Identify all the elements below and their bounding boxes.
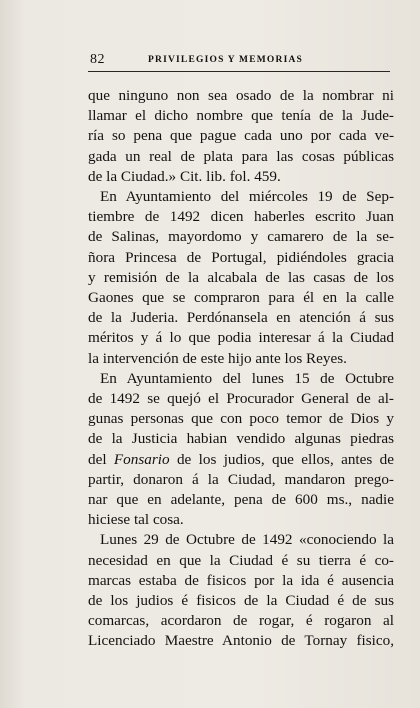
page-header [88,50,390,70]
text-line: llamar el dicho nombre que tenía de la Jude- [88,107,394,125]
paragraph-4 [88,530,394,651]
header-rule [88,71,390,72]
text-line: necesidad en que la Ciudad é su tierra é co- [88,551,394,569]
text-line: ría so pena que pague cada uno por cada ve- [88,127,394,145]
text-line: de los judios é fisicos de la Ciudad é de sus [88,592,394,610]
text-line: que ninguno non sea osado de la nombrar ni [88,87,394,104]
text-line: de la Ciudad.» Cit. lib. fol. 459. [88,167,281,185]
paragraph-1 [88,86,394,187]
text-line: En Ayuntamiento del lunes 15 de Octubre [100,369,394,387]
text-line: tiembre de 1492 dicen haberles escrito Juan [88,208,394,226]
text-line: la intervención de este hijo ante los Reyes. [88,349,347,367]
text-line: Gaones que se compraron para él en la calle [88,289,394,307]
text-line: y remisión de la alcabala de las casas de los [88,268,394,286]
text-fragment: de los judios, que ellos, antes de [169,450,394,468]
text-line: Licenciado Maestre Antonio de Tornay fisico, [88,632,394,650]
paragraph-3 [88,369,394,531]
text-line: méritos y á lo que podia interesar á la Ciudad [88,329,394,347]
text-line: partir, donaron á la Ciudad, mandaron prego- [88,470,394,488]
italic-term: Fonsario [113,450,170,468]
text-line: de Salinas, mayordomo y camarero de la se- [88,228,394,246]
text-fragment: del [88,450,114,468]
text-line: hiciese tal cosa. [88,511,184,529]
running-title: PRIVILEGIOS Y MEMORIAS [148,55,304,65]
text-line: de la Justicia habian vendido algunas piedras [88,430,394,448]
page-number: 82 [90,52,105,67]
text-line: de la Juderia. Perdónansela en atención á sus [88,309,394,327]
text-line: marcas estaba de fisicos por la ida é ausencia [88,571,394,589]
body-text [88,86,394,652]
paragraph-2 [88,187,394,369]
text-line [88,450,394,470]
text-line: gada un real de plata para las cosas públicas [88,147,394,165]
text-line: de 1492 se quejó el Procurador General de al- [88,390,394,408]
text-line: nar que en adelante, pena de 600 ms., nadie [88,491,394,509]
text-line: ñora Princesa de Portugal, pidiéndoles gracia [88,248,394,266]
text-line: En Ayuntamiento del miércoles 19 de Sep- [100,188,394,206]
text-line: Lunes 29 de Octubre de 1492 «conociendo la [100,531,394,549]
text-line: gunas personas que con poco temor de Dios y [88,410,394,428]
text-line: comarcas, acordaron de rogar, é rogaron al [88,612,394,630]
